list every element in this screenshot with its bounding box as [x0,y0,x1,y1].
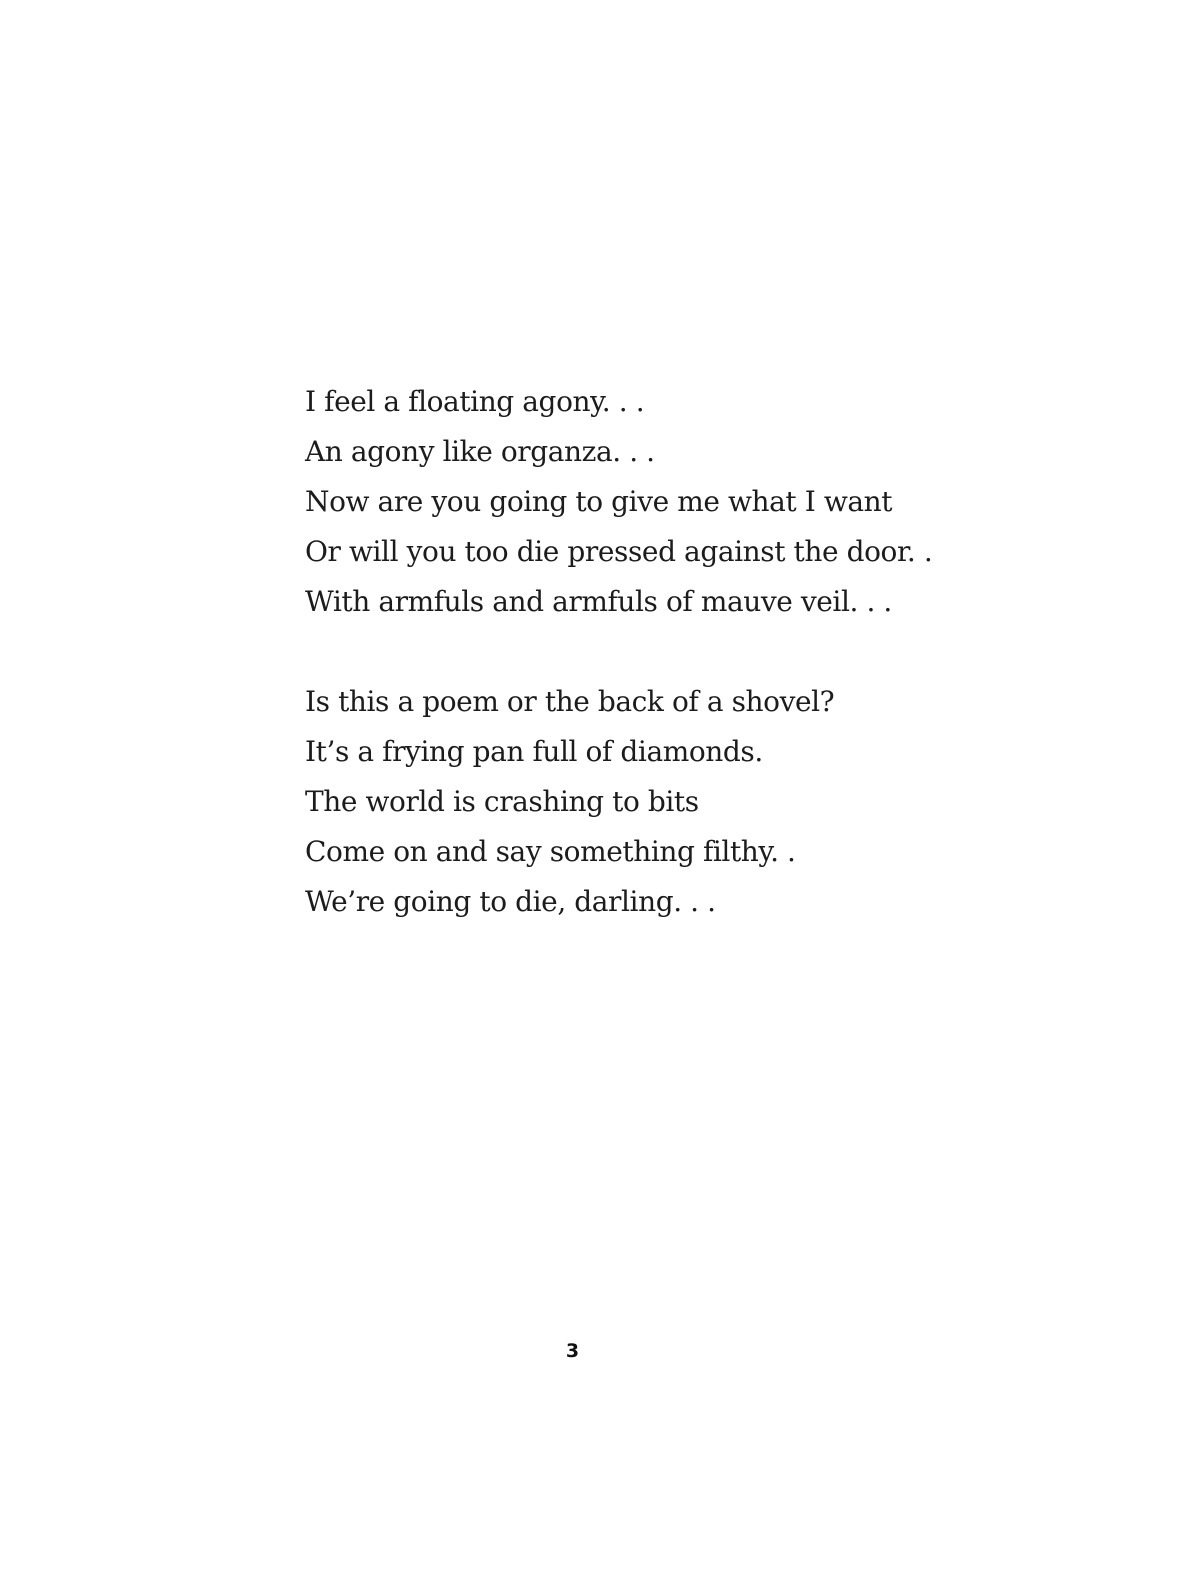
poem-line: We’re going to die, darling. . . [305,885,716,918]
poem [305,377,932,927]
poem-line: The world is crashing to bits [305,785,699,818]
stanza-2 [305,677,932,927]
poem-line: I feel a floating agony. . . [305,385,645,418]
poem-line: Or will you too die pressed against the door. . [305,535,933,568]
poem-line: It’s a frying pan full of diamonds. [305,735,763,768]
poem-line: An agony like organza. . . [305,435,655,468]
poem-line: With armfuls and armfuls of mauve veil. . . [305,585,892,618]
stanza-1 [305,377,932,627]
poem-line: Now are you going to give me what I want [305,485,893,518]
page-number: 3 [565,1340,580,1362]
poem-line: Come on and say something filthy. . [305,835,796,868]
poem-line: Is this a poem or the back of a shovel? [305,685,835,718]
